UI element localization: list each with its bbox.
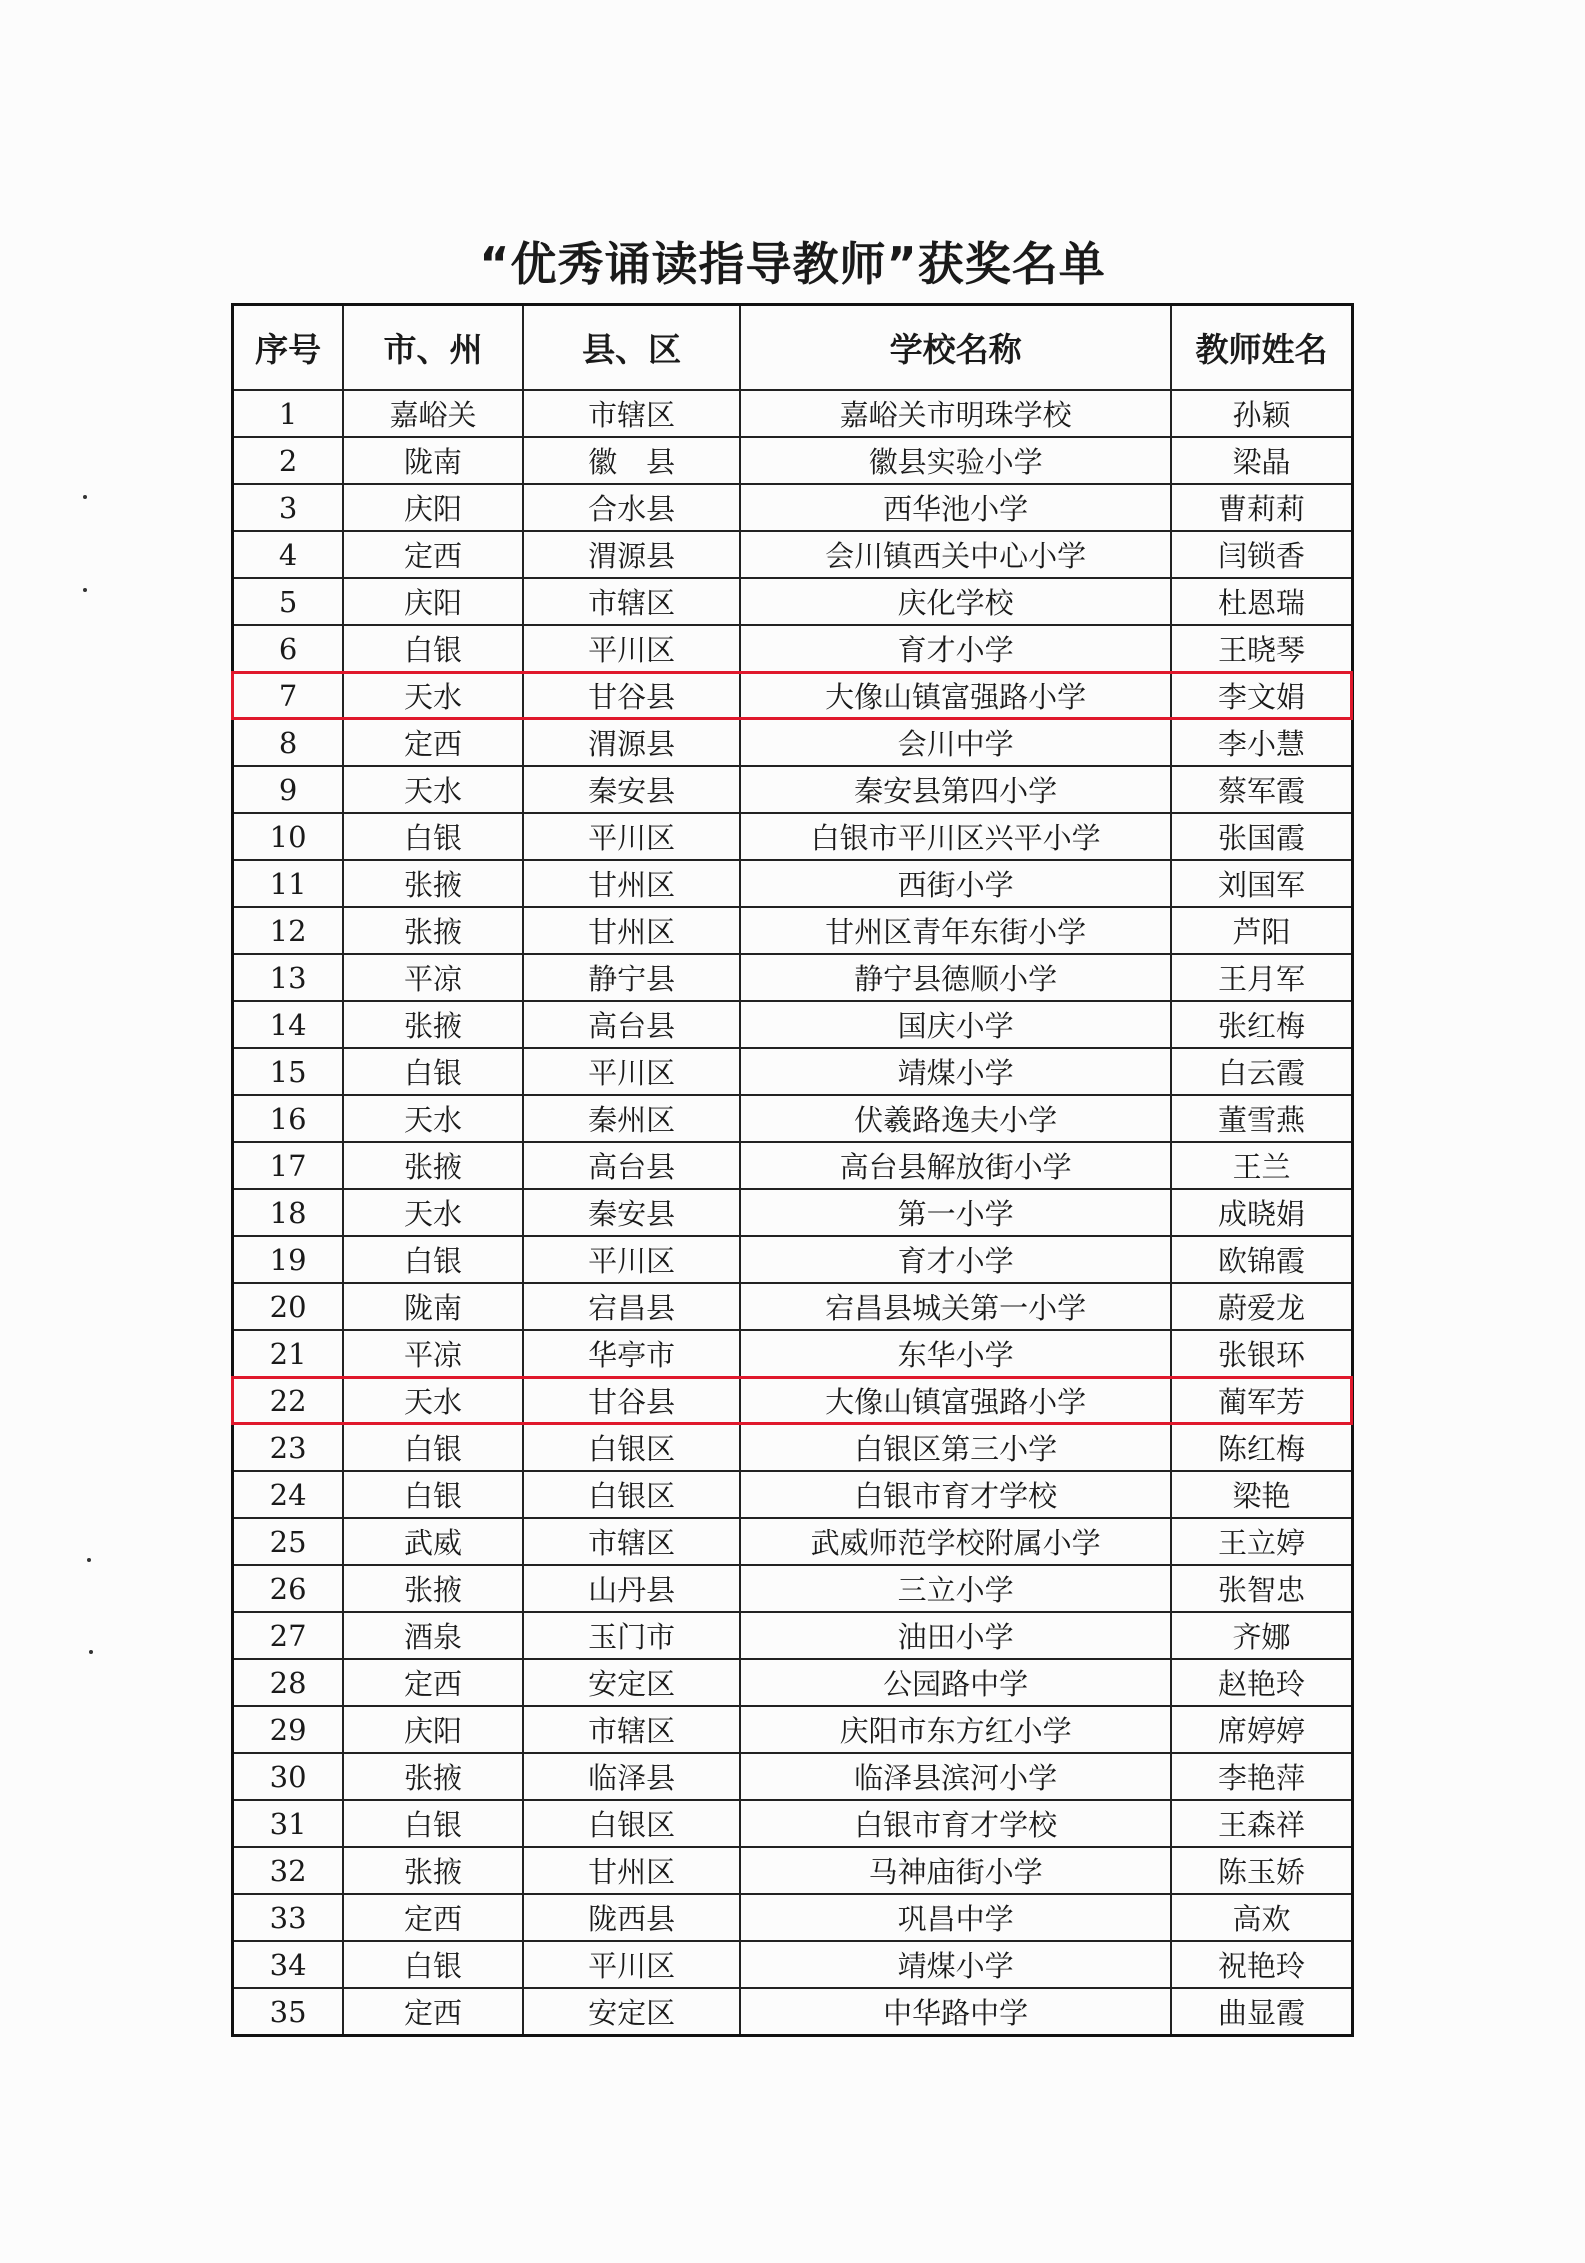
cell-county: 静宁县	[523, 954, 740, 1001]
table-row	[233, 1095, 1353, 1142]
cell-county: 甘州区	[523, 907, 740, 954]
cell-index: 29	[233, 1706, 344, 1753]
table-row	[233, 1706, 1353, 1753]
cell-county: 白银区	[523, 1800, 740, 1847]
cell-county: 徽 县	[523, 437, 740, 484]
cell-teacher: 王晓琴	[1171, 625, 1353, 672]
cell-index: 17	[233, 1142, 344, 1189]
table-row	[233, 719, 1353, 766]
cell-index: 8	[233, 719, 344, 766]
cell-index: 34	[233, 1941, 344, 1988]
table-row	[233, 1048, 1353, 1095]
cell-teacher: 刘国军	[1171, 860, 1353, 907]
cell-city: 武威	[343, 1518, 523, 1565]
cell-index: 15	[233, 1048, 344, 1095]
cell-school: 油田小学	[740, 1612, 1171, 1659]
cell-city: 陇南	[343, 437, 523, 484]
cell-school: 秦安县第四小学	[740, 766, 1171, 813]
cell-school: 白银区第三小学	[740, 1424, 1171, 1471]
cell-school: 大像山镇富强路小学	[740, 672, 1171, 719]
cell-teacher: 李小慧	[1171, 719, 1353, 766]
cell-teacher: 欧锦霞	[1171, 1236, 1353, 1283]
table-row	[233, 1800, 1353, 1847]
cell-index: 33	[233, 1894, 344, 1941]
cell-county: 平川区	[523, 1048, 740, 1095]
scan-speck	[83, 495, 87, 499]
table-row	[233, 672, 1353, 719]
cell-school: 高台县解放街小学	[740, 1142, 1171, 1189]
table-row	[233, 578, 1353, 625]
cell-teacher: 王月军	[1171, 954, 1353, 1001]
cell-city: 庆阳	[343, 484, 523, 531]
cell-index: 6	[233, 625, 344, 672]
cell-city: 白银	[343, 1048, 523, 1095]
cell-teacher: 蔡军霞	[1171, 766, 1353, 813]
cell-county: 秦安县	[523, 1189, 740, 1236]
cell-county: 渭源县	[523, 531, 740, 578]
header-county: 县、区	[523, 305, 740, 391]
cell-teacher: 曲显霞	[1171, 1988, 1353, 2036]
cell-teacher: 孙颖	[1171, 390, 1353, 437]
cell-city: 天水	[343, 1095, 523, 1142]
cell-index: 31	[233, 1800, 344, 1847]
table-row	[233, 531, 1353, 578]
cell-county: 高台县	[523, 1001, 740, 1048]
cell-teacher: 陈玉娇	[1171, 1847, 1353, 1894]
cell-city: 白银	[343, 625, 523, 672]
cell-teacher: 成晓娟	[1171, 1189, 1353, 1236]
cell-school: 公园路中学	[740, 1659, 1171, 1706]
table-row	[233, 1424, 1353, 1471]
cell-city: 酒泉	[343, 1612, 523, 1659]
cell-index: 19	[233, 1236, 344, 1283]
cell-city: 平凉	[343, 954, 523, 1001]
cell-teacher: 席婷婷	[1171, 1706, 1353, 1753]
cell-teacher: 张国霞	[1171, 813, 1353, 860]
cell-county: 市辖区	[523, 390, 740, 437]
header-index: 序号	[233, 305, 344, 391]
table-row	[233, 954, 1353, 1001]
cell-county: 市辖区	[523, 1518, 740, 1565]
cell-teacher: 陈红梅	[1171, 1424, 1353, 1471]
table-row	[233, 860, 1353, 907]
cell-index: 2	[233, 437, 344, 484]
cell-city: 定西	[343, 719, 523, 766]
cell-county: 甘州区	[523, 1847, 740, 1894]
cell-school: 东华小学	[740, 1330, 1171, 1377]
cell-index: 14	[233, 1001, 344, 1048]
cell-city: 张掖	[343, 1847, 523, 1894]
table-row	[233, 1377, 1353, 1424]
cell-index: 23	[233, 1424, 344, 1471]
cell-teacher: 蔚爱龙	[1171, 1283, 1353, 1330]
cell-county: 市辖区	[523, 578, 740, 625]
cell-school: 临泽县滨河小学	[740, 1753, 1171, 1800]
table-row	[233, 1847, 1353, 1894]
header-school: 学校名称	[740, 305, 1171, 391]
cell-city: 天水	[343, 766, 523, 813]
cell-school: 白银市育才学校	[740, 1471, 1171, 1518]
cell-teacher: 王兰	[1171, 1142, 1353, 1189]
table-row	[233, 1189, 1353, 1236]
cell-teacher: 闫锁香	[1171, 531, 1353, 578]
table-row	[233, 1142, 1353, 1189]
table-header-row	[233, 305, 1353, 391]
table-row	[233, 1518, 1353, 1565]
cell-school: 三立小学	[740, 1565, 1171, 1612]
cell-index: 1	[233, 390, 344, 437]
table-row	[233, 907, 1353, 954]
cell-county: 甘谷县	[523, 672, 740, 719]
cell-teacher: 李艳萍	[1171, 1753, 1353, 1800]
cell-teacher: 王立婷	[1171, 1518, 1353, 1565]
header-city: 市、州	[343, 305, 523, 391]
cell-teacher: 梁晶	[1171, 437, 1353, 484]
cell-county: 山丹县	[523, 1565, 740, 1612]
cell-county: 平川区	[523, 813, 740, 860]
cell-county: 甘州区	[523, 860, 740, 907]
table-row	[233, 437, 1353, 484]
table-row	[233, 1001, 1353, 1048]
cell-school: 靖煤小学	[740, 1048, 1171, 1095]
cell-teacher: 齐娜	[1171, 1612, 1353, 1659]
cell-index: 13	[233, 954, 344, 1001]
cell-school: 会川中学	[740, 719, 1171, 766]
cell-city: 天水	[343, 1189, 523, 1236]
cell-county: 玉门市	[523, 1612, 740, 1659]
cell-city: 白银	[343, 1800, 523, 1847]
cell-county: 华亭市	[523, 1330, 740, 1377]
cell-school: 西华池小学	[740, 484, 1171, 531]
cell-city: 白银	[343, 1471, 523, 1518]
cell-school: 西街小学	[740, 860, 1171, 907]
cell-teacher: 祝艳玲	[1171, 1941, 1353, 1988]
cell-county: 安定区	[523, 1988, 740, 2036]
cell-county: 宕昌县	[523, 1283, 740, 1330]
cell-city: 定西	[343, 1894, 523, 1941]
cell-county: 白银区	[523, 1424, 740, 1471]
cell-city: 嘉峪关	[343, 390, 523, 437]
cell-city: 定西	[343, 1988, 523, 2036]
cell-city: 平凉	[343, 1330, 523, 1377]
table-row	[233, 1283, 1353, 1330]
cell-school: 靖煤小学	[740, 1941, 1171, 1988]
cell-city: 张掖	[343, 1142, 523, 1189]
cell-index: 9	[233, 766, 344, 813]
award-table	[231, 303, 1354, 2037]
scan-speck	[83, 588, 87, 592]
cell-city: 白银	[343, 813, 523, 860]
cell-index: 25	[233, 1518, 344, 1565]
cell-school: 庆化学校	[740, 578, 1171, 625]
cell-school: 白银市育才学校	[740, 1800, 1171, 1847]
cell-city: 张掖	[343, 1753, 523, 1800]
cell-teacher: 张银环	[1171, 1330, 1353, 1377]
cell-index: 35	[233, 1988, 344, 2036]
cell-city: 张掖	[343, 1001, 523, 1048]
cell-teacher: 王森祥	[1171, 1800, 1353, 1847]
table-row	[233, 625, 1353, 672]
cell-teacher: 白云霞	[1171, 1048, 1353, 1095]
cell-county: 合水县	[523, 484, 740, 531]
cell-city: 天水	[343, 672, 523, 719]
cell-city: 张掖	[343, 1565, 523, 1612]
table-row	[233, 1612, 1353, 1659]
cell-index: 5	[233, 578, 344, 625]
cell-school: 巩昌中学	[740, 1894, 1171, 1941]
cell-index: 24	[233, 1471, 344, 1518]
table-row	[233, 390, 1353, 437]
cell-school: 第一小学	[740, 1189, 1171, 1236]
cell-index: 30	[233, 1753, 344, 1800]
cell-city: 白银	[343, 1941, 523, 1988]
cell-school: 育才小学	[740, 1236, 1171, 1283]
cell-school: 国庆小学	[740, 1001, 1171, 1048]
cell-school: 徽县实验小学	[740, 437, 1171, 484]
cell-county: 甘谷县	[523, 1377, 740, 1424]
cell-county: 渭源县	[523, 719, 740, 766]
cell-teacher: 高欢	[1171, 1894, 1353, 1941]
cell-county: 高台县	[523, 1142, 740, 1189]
document-title: “优秀诵读指导教师”获奖名单	[479, 237, 1106, 291]
cell-school: 庆阳市东方红小学	[740, 1706, 1171, 1753]
cell-city: 张掖	[343, 907, 523, 954]
scan-speck	[89, 1650, 93, 1654]
cell-school: 白银市平川区兴平小学	[740, 813, 1171, 860]
cell-teacher: 杜恩瑞	[1171, 578, 1353, 625]
cell-index: 26	[233, 1565, 344, 1612]
cell-city: 白银	[343, 1236, 523, 1283]
cell-city: 白银	[343, 1424, 523, 1471]
cell-city: 天水	[343, 1377, 523, 1424]
cell-index: 11	[233, 860, 344, 907]
table-row	[233, 1330, 1353, 1377]
table-row	[233, 1565, 1353, 1612]
cell-index: 3	[233, 484, 344, 531]
cell-county: 平川区	[523, 1941, 740, 1988]
cell-county: 陇西县	[523, 1894, 740, 1941]
table-row	[233, 1471, 1353, 1518]
cell-city: 张掖	[343, 860, 523, 907]
cell-school: 甘州区青年东街小学	[740, 907, 1171, 954]
cell-school: 会川镇西关中心小学	[740, 531, 1171, 578]
cell-teacher: 蔺军芳	[1171, 1377, 1353, 1424]
cell-teacher: 梁艳	[1171, 1471, 1353, 1518]
cell-school: 马神庙街小学	[740, 1847, 1171, 1894]
cell-school: 中华路中学	[740, 1988, 1171, 2036]
table-row	[233, 813, 1353, 860]
cell-county: 秦安县	[523, 766, 740, 813]
cell-index: 27	[233, 1612, 344, 1659]
cell-teacher: 曹莉莉	[1171, 484, 1353, 531]
cell-index: 4	[233, 531, 344, 578]
scan-speck	[87, 1558, 91, 1562]
cell-teacher: 张红梅	[1171, 1001, 1353, 1048]
cell-teacher: 芦阳	[1171, 907, 1353, 954]
cell-county: 临泽县	[523, 1753, 740, 1800]
cell-city: 庆阳	[343, 1706, 523, 1753]
cell-city: 庆阳	[343, 578, 523, 625]
cell-teacher: 张智忠	[1171, 1565, 1353, 1612]
cell-teacher: 李文娟	[1171, 672, 1353, 719]
cell-index: 10	[233, 813, 344, 860]
cell-school: 嘉峪关市明珠学校	[740, 390, 1171, 437]
cell-index: 7	[233, 672, 344, 719]
cell-county: 平川区	[523, 625, 740, 672]
cell-county: 白银区	[523, 1471, 740, 1518]
cell-index: 22	[233, 1377, 344, 1424]
cell-city: 定西	[343, 1659, 523, 1706]
cell-county: 秦州区	[523, 1095, 740, 1142]
cell-teacher: 赵艳玲	[1171, 1659, 1353, 1706]
table-row	[233, 1988, 1353, 2036]
cell-index: 32	[233, 1847, 344, 1894]
table-row	[233, 766, 1353, 813]
cell-index: 21	[233, 1330, 344, 1377]
cell-school: 伏羲路逸夫小学	[740, 1095, 1171, 1142]
cell-county: 市辖区	[523, 1706, 740, 1753]
cell-school: 宕昌县城关第一小学	[740, 1283, 1171, 1330]
cell-index: 20	[233, 1283, 344, 1330]
cell-teacher: 董雪燕	[1171, 1095, 1353, 1142]
cell-school: 育才小学	[740, 625, 1171, 672]
cell-county: 平川区	[523, 1236, 740, 1283]
table-row	[233, 484, 1353, 531]
table-row	[233, 1236, 1353, 1283]
cell-index: 18	[233, 1189, 344, 1236]
cell-school: 大像山镇富强路小学	[740, 1377, 1171, 1424]
cell-school: 静宁县德顺小学	[740, 954, 1171, 1001]
cell-index: 16	[233, 1095, 344, 1142]
table-row	[233, 1941, 1353, 1988]
cell-city: 定西	[343, 531, 523, 578]
cell-school: 武威师范学校附属小学	[740, 1518, 1171, 1565]
table-row	[233, 1894, 1353, 1941]
cell-index: 28	[233, 1659, 344, 1706]
cell-index: 12	[233, 907, 344, 954]
table-row	[233, 1659, 1353, 1706]
cell-city: 陇南	[343, 1283, 523, 1330]
cell-county: 安定区	[523, 1659, 740, 1706]
table-row	[233, 1753, 1353, 1800]
header-teacher: 教师姓名	[1171, 305, 1353, 391]
